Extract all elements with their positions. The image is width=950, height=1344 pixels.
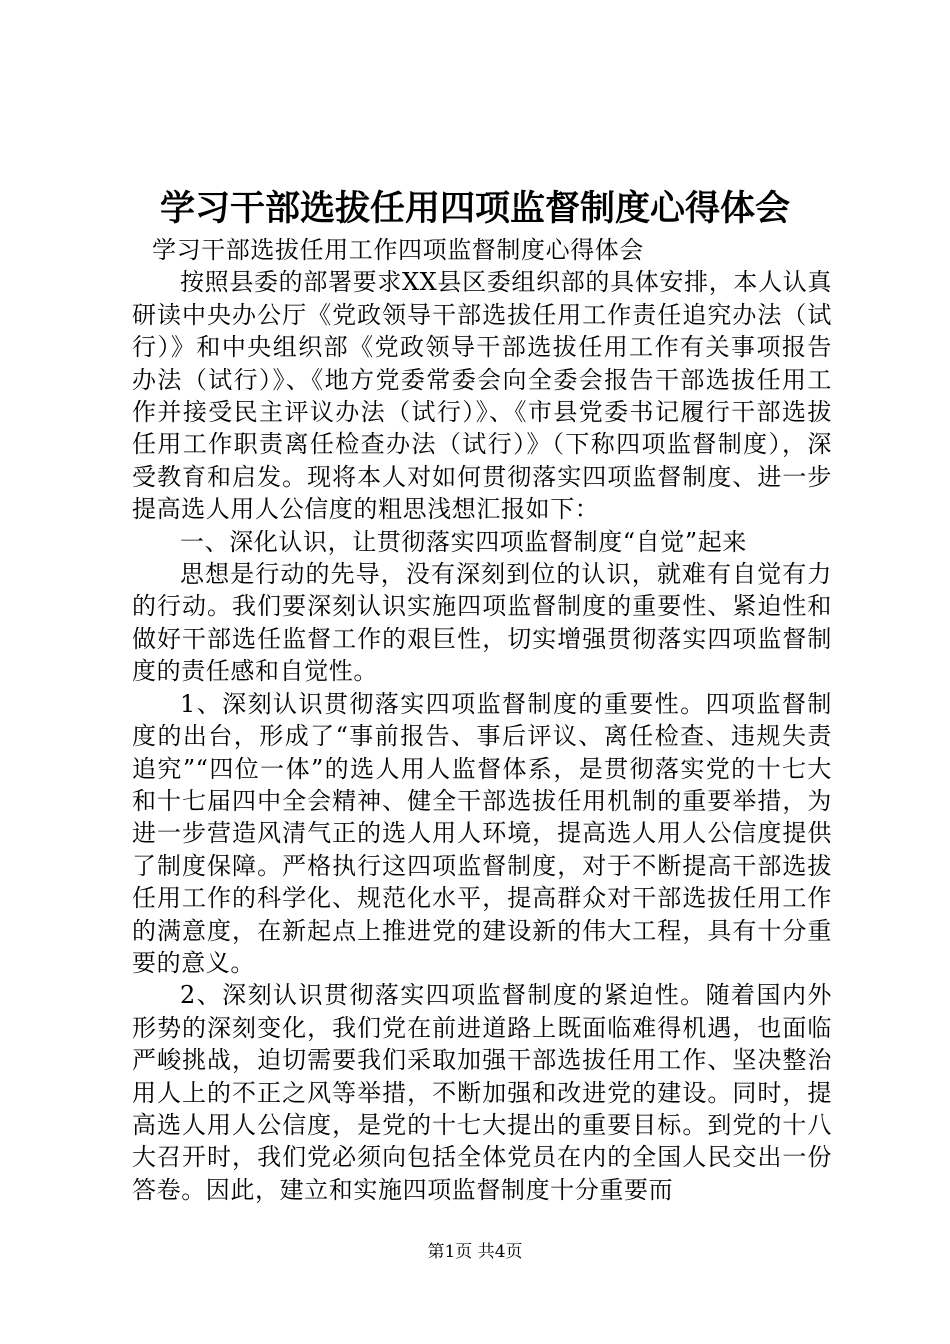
document-body	[132, 234, 832, 1206]
paragraph-item-2: 2、深刻认识贯彻落实四项监督制度的紧迫性。随着国内外形势的深刻变化，我们党在前进道路上既面临难得机遇，也面临严峻挑战，迫切需要我们采取加强干部选拔任用工作、坚决整治用人上的不正之风等举措，不断加强和改进党的建设。同时，提高选人用人公信度，是党的十七大提出的重要目标。到党的十八大召开时，我们党必须向包括全体党员在内的全国人民交出一份答卷。因此，建立和实施四项监督制度十分重要而	[132, 981, 832, 1204]
document-subtitle: 学习干部选拔任用工作四项监督制度心得体会	[152, 236, 644, 264]
paragraph-item-1: 1、深刻认识贯彻落实四项监督制度的重要性。四项监督制度的出台，形成了“事前报告、事后评议、离任检查、违规失责追究”“四位一体”的选人用人监督体系，是贯彻落实党的十七大和十七届四中全会精神、健全干部选拔任用机制的重要举措，为进一步营造风清气正的选人用人环境，提高选人用人公信度提供了制度保障。严格执行这四项监督制度，对于不断提高干部选拔任用工作的科学化、规范化水平，提高群众对干部选拔任用工作的满意度，在新起点上推进党的建设新的伟大工程，具有十分重要的意义。	[132, 689, 832, 977]
paragraph-section-1: 思想是行动的先导，没有深刻到位的认识，就难有自觉有力的行动。我们要深刻认识实施四项监督制度的重要性、紧迫性和做好干部选任监督工作的艰巨性，切实增强贯彻落实四项监督制度的责任感和自觉性。	[132, 560, 832, 686]
paragraph-intro: 按照县委的部署要求XX县区委组织部的具体安排，本人认真研读中央办公厅《党政领导干部选拔任用工作责任追究办法（试行）》和中央组织部《党政领导干部选拔任用工作有关事项报告办法（试行）》、《地方党委常委会向全委会报告干部选拔任用工作并接受民主评议办法（试行）》、《市县党委书记履行干部选拔任用工作职责离任检查办法（试行）》（下称四项监督制度），深受教育和启发。现将本人对如何贯彻落实四项监督制度、进一步提高选人用人公信度的粗思浅想汇报如下：	[132, 268, 832, 524]
section-heading-1: 一、深化认识，让贯彻落实四项监督制度“自觉”起来	[180, 527, 747, 556]
page-number: 第1页 共4页	[427, 1242, 523, 1262]
document-title: 学习干部选拔任用四项监督制度心得体会	[159, 188, 790, 229]
